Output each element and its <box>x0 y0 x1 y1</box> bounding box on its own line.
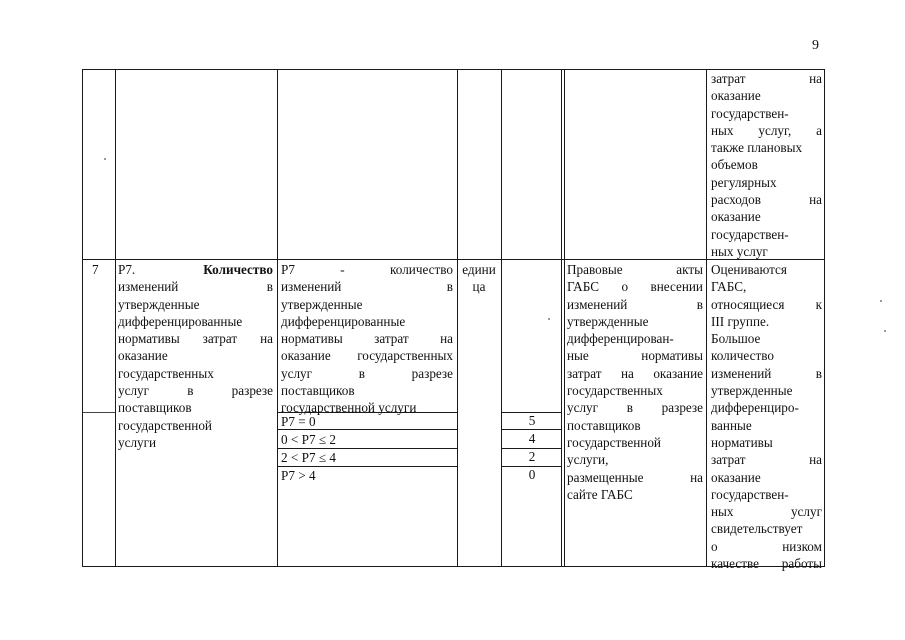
col-border <box>82 69 83 567</box>
text-line: Правовые акты <box>567 262 703 277</box>
text-line: количество <box>711 348 774 364</box>
text-line: регулярных <box>711 174 777 190</box>
col-border <box>501 69 502 567</box>
text-line: утвержденные <box>118 296 200 312</box>
text-line: размещенные на <box>567 469 703 485</box>
text-line: относящиеся к <box>711 296 822 312</box>
text-line: сайте ГАБС <box>567 486 633 502</box>
text-line: ных услуг, а <box>711 122 822 138</box>
text-line: утвержденные <box>281 296 363 312</box>
text-line: нормативы затрат на <box>118 331 273 347</box>
condition-1: Р7 = 0 <box>281 414 316 429</box>
scan-speck <box>548 318 550 320</box>
text-line: государственной услуги <box>281 400 417 416</box>
text-line: услуги <box>118 434 157 450</box>
text-line: ванные <box>711 417 752 433</box>
text-line: изменений в <box>281 279 453 295</box>
source-cell <box>567 261 703 503</box>
text-line: оказание <box>118 348 168 364</box>
text-line: услуги, <box>567 452 609 468</box>
text-line: дифференцирован- <box>567 331 674 347</box>
page-number: 9 <box>812 38 819 53</box>
score-3: 2 <box>528 449 536 464</box>
score-2: 4 <box>528 431 536 446</box>
score-1: 5 <box>528 413 536 428</box>
text-line: государственной <box>118 417 212 433</box>
text-line: утвержденные <box>567 313 649 329</box>
text-line: государственных <box>567 383 663 399</box>
unit-cell <box>459 261 499 296</box>
text-line: качестве работы <box>711 556 822 572</box>
text-line: услуг в разрезе <box>118 383 273 399</box>
text-line: оказание <box>711 209 761 225</box>
text-line: ные нормативы <box>567 348 703 364</box>
assessment-cell <box>711 261 822 572</box>
text-line: услуг в разрезе <box>281 365 453 381</box>
text-line: объемов <box>711 157 758 173</box>
text-line: дифференциро- <box>711 400 799 416</box>
col-border <box>564 69 565 567</box>
text-line: государствен- <box>711 105 789 121</box>
text-line: ных услуг <box>711 243 768 259</box>
text-line: едини <box>462 262 496 277</box>
text-line: оказание <box>711 88 761 104</box>
margin-mark <box>82 412 115 413</box>
col-border <box>824 69 825 567</box>
text-line: дифференцированные <box>281 313 406 329</box>
text-line <box>118 261 273 278</box>
text-line: нормативы затрат на <box>281 331 453 347</box>
indicator-title-word: Количество <box>203 262 273 277</box>
text-line: ГАБС о внесении <box>567 279 703 295</box>
text-line: государственных <box>118 365 214 381</box>
text-line: Большое <box>711 331 761 347</box>
row-index: 7 <box>92 262 99 277</box>
text-line: затрат на <box>711 452 822 468</box>
text-line: поставщиков <box>118 400 192 416</box>
text-line: III группе. <box>711 313 770 329</box>
col-border <box>561 69 562 567</box>
text-line: ГАБС, <box>711 279 747 295</box>
text-line: Оцениваются <box>711 262 787 277</box>
condition-2: 0 < Р7 ≤ 2 <box>281 432 336 447</box>
text-line: ца <box>472 279 486 295</box>
text-line: услуг в разрезе <box>567 400 703 416</box>
text-line: изменений в <box>567 296 703 312</box>
text-line: ных услуг <box>711 504 822 520</box>
text-line: затрат на <box>711 71 822 86</box>
scan-speck <box>884 330 886 332</box>
indicator-name-cell <box>118 261 273 451</box>
score-4: 0 <box>528 467 536 482</box>
text-line: государствен- <box>711 486 789 502</box>
text-line: о низком <box>711 538 822 554</box>
col-border <box>706 69 707 567</box>
text-line: расходов на <box>711 192 822 208</box>
col-border <box>277 69 278 567</box>
formula-cell <box>281 261 453 417</box>
text-line: утвержденные <box>711 383 793 399</box>
text-line: затрат на оказание <box>567 365 703 381</box>
col-border <box>457 69 458 567</box>
text-line: изменений в <box>711 365 822 381</box>
text-line: государствен- <box>711 226 789 242</box>
indicator-code-prefix: Р7. <box>118 262 136 277</box>
text-line: оказание <box>711 469 761 485</box>
text-line: поставщиков <box>567 417 641 433</box>
condition-4: Р7 > 4 <box>281 468 316 483</box>
scan-speck <box>880 300 882 302</box>
text-line: дифференцированные <box>118 313 243 329</box>
text-line: нормативы <box>711 434 773 450</box>
condition-3: 2 < Р7 ≤ 4 <box>281 450 336 465</box>
col-border <box>115 69 116 567</box>
score-divider <box>502 429 561 430</box>
scan-speck <box>104 158 106 160</box>
text-line: Р7 - количество <box>281 262 453 277</box>
top-assessment-cell <box>711 70 822 260</box>
text-line: государственной <box>567 434 661 450</box>
text-line: изменений в <box>118 279 273 295</box>
text-line: поставщиков <box>281 383 355 399</box>
text-line: оказание государственных <box>281 348 453 364</box>
text-line: также плановых <box>711 140 803 156</box>
text-line: свидетельствует <box>711 521 803 537</box>
